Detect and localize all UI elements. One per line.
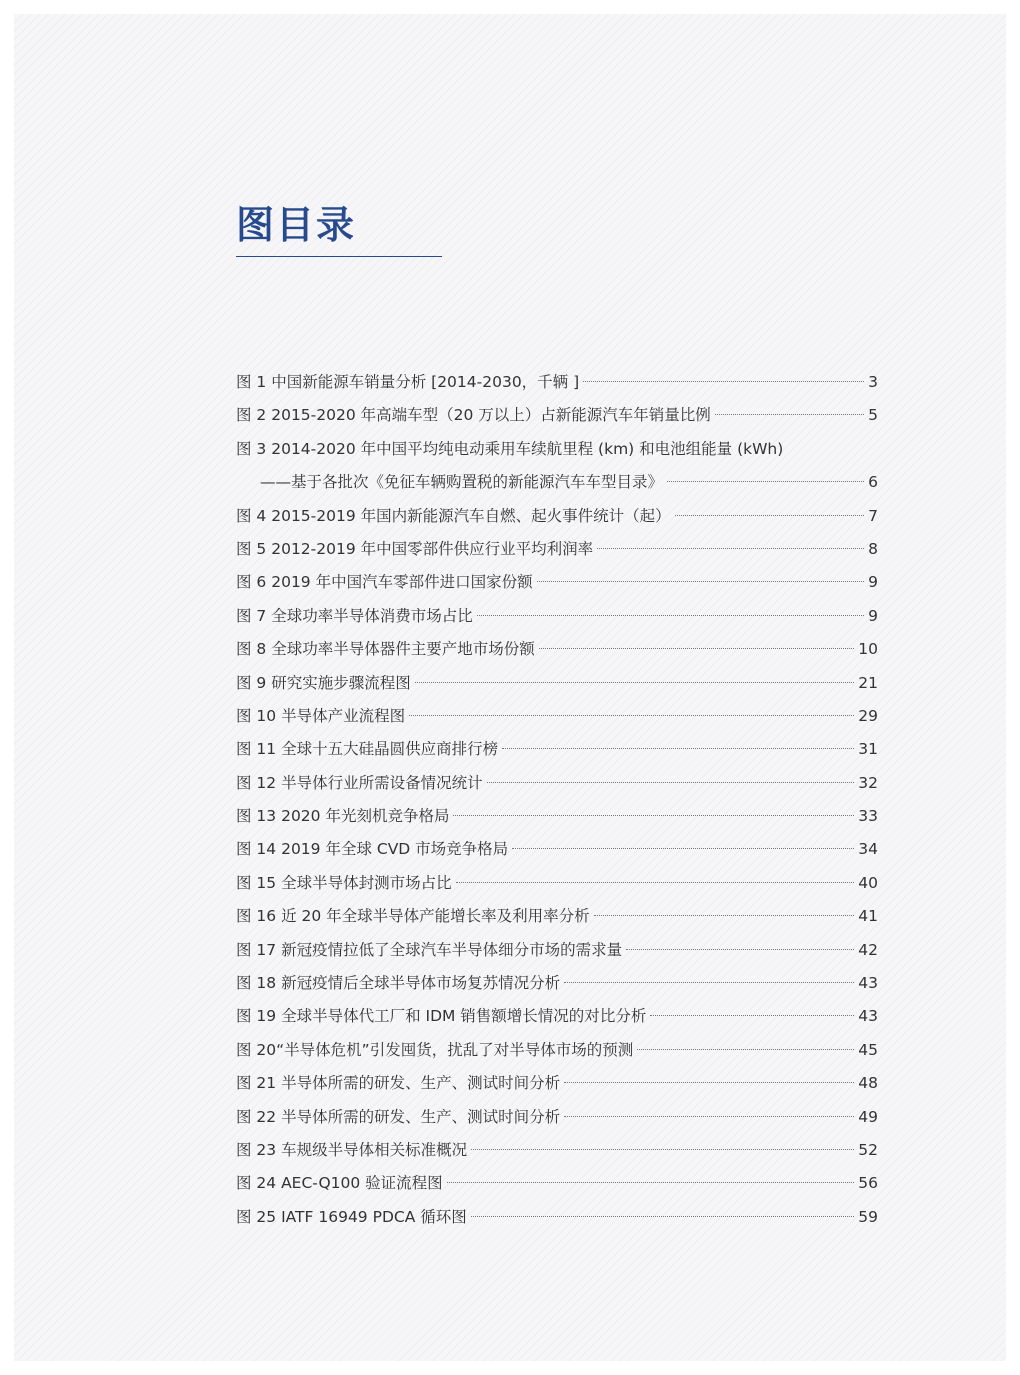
dot-leader: [564, 1082, 854, 1083]
toc-entry[interactable]: [236, 1134, 878, 1167]
toc-entry-label: 图 5 2012-2019 年中国零部件供应行业平均利润率: [236, 539, 594, 558]
toc-entry[interactable]: [236, 433, 878, 466]
toc-entry-page: 48: [858, 1074, 878, 1093]
toc-entry[interactable]: [236, 900, 878, 933]
dot-leader: [456, 882, 855, 883]
toc-entry-label: 图 19 全球半导体代工厂和 IDM 销售额增长情况的对比分析: [236, 1007, 647, 1026]
dot-leader: [477, 615, 864, 616]
toc-entry-label: 图 11 全球十五大硅晶圆供应商排行榜: [236, 740, 499, 759]
toc-entry-label: 图 2 2015-2020 年高端车型（20 万以上）占新能源汽车年销量比例: [236, 406, 711, 425]
toc-entry[interactable]: [236, 867, 878, 900]
toc-entry-label: 图 12 半导体行业所需设备情况统计: [236, 773, 483, 792]
toc-entry-label: 图 21 半导体所需的研发、生产、测试时间分析: [236, 1074, 561, 1093]
dot-leader: [594, 915, 855, 916]
toc-entry[interactable]: [236, 633, 878, 666]
toc-entry[interactable]: [236, 1201, 878, 1234]
toc-entry-label: 图 1 中国新能源车销量分析 [2014-2030，千辆 ]: [236, 373, 580, 391]
dot-leader: [471, 1216, 855, 1217]
toc-entry[interactable]: [236, 1000, 878, 1033]
toc-entry[interactable]: [236, 934, 878, 967]
toc-entry-label: 图 16 近 20 年全球半导体产能增长率及利用率分析: [236, 907, 590, 926]
dot-leader: [667, 481, 864, 482]
toc-entry-label: 图 14 2019 年全球 CVD 市场竞争格局: [236, 840, 509, 859]
toc-entry[interactable]: [236, 967, 878, 1000]
dot-leader: [564, 1116, 854, 1117]
toc-entry-label: 图 7 全球功率半导体消费市场占比: [236, 606, 473, 625]
toc-entry-page: 9: [868, 573, 878, 592]
toc-entry-page: 10: [858, 640, 878, 659]
title-underline: [236, 256, 442, 257]
toc-entry[interactable]: [236, 667, 878, 700]
toc-entry-page: 9: [868, 606, 878, 625]
toc-entry-label: 图 9 研究实施步骤流程图: [236, 673, 411, 692]
dot-leader: [597, 548, 864, 549]
toc-entry[interactable]: [236, 767, 878, 800]
toc-entry-label: 图 6 2019 年中国汽车零部件进口国家份额: [236, 573, 533, 592]
toc-entry-page: 41: [858, 907, 878, 926]
toc-entry-label: 图 23 车规级半导体相关标准概况: [236, 1140, 468, 1159]
figure-list: [236, 366, 878, 1234]
dot-leader: [447, 1182, 855, 1183]
toc-entry-page: 42: [858, 940, 878, 959]
toc-entry[interactable]: [236, 1067, 878, 1100]
toc-entry[interactable]: [236, 1167, 878, 1200]
toc-entry[interactable]: [236, 733, 878, 766]
dot-leader: [471, 1149, 854, 1150]
toc-entry[interactable]: [236, 1101, 878, 1134]
toc-entry-page: 33: [858, 807, 878, 826]
toc-entry-page: 32: [858, 773, 878, 792]
dot-leader: [539, 648, 855, 649]
toc-entry-page: 40: [858, 873, 878, 892]
toc-entry-page: 31: [858, 740, 878, 759]
toc-entry-page: 7: [868, 506, 878, 525]
dot-leader: [487, 782, 855, 783]
toc-entry[interactable]: [236, 1034, 878, 1067]
dot-leader: [583, 381, 864, 382]
toc-entry[interactable]: [236, 533, 878, 566]
toc-entry-page: 34: [858, 840, 878, 859]
page-title: 图目录: [236, 203, 357, 247]
dot-leader: [537, 581, 865, 582]
document-page: [14, 14, 1006, 1361]
dot-leader: [453, 815, 854, 816]
toc-entry-label: 图 4 2015-2019 年国内新能源汽车自燃、起火事件统计（起）: [236, 506, 671, 525]
dot-leader: [409, 715, 854, 716]
dot-leader: [502, 748, 854, 749]
toc-entry[interactable]: [236, 500, 878, 533]
toc-entry[interactable]: [236, 833, 878, 866]
toc-entry-page: 43: [858, 974, 878, 993]
toc-entry[interactable]: [236, 366, 878, 399]
toc-entry-page: 21: [858, 673, 878, 692]
toc-entry[interactable]: [236, 600, 878, 633]
toc-entry[interactable]: [236, 700, 878, 733]
toc-entry-label: 图 20“半导体危机”引发囤货，扰乱了对半导体市场的预测: [236, 1040, 634, 1059]
toc-entry-label: 图 22 半导体所需的研发、生产、测试时间分析: [236, 1107, 561, 1126]
dot-leader: [564, 982, 854, 983]
toc-entry-label: 图 24 AEC-Q100 验证流程图: [236, 1174, 443, 1193]
toc-entry-continuation[interactable]: [236, 466, 878, 499]
dot-leader: [626, 949, 854, 950]
toc-entry-label: 图 3 2014-2020 年中国平均纯电动乘用车续航里程 (km) 和电池组能量 (kWh): [236, 439, 784, 458]
toc-entry[interactable]: [236, 800, 878, 833]
toc-entry-page: 43: [858, 1007, 878, 1026]
toc-entry-page: 59: [858, 1207, 878, 1226]
dot-leader: [415, 682, 855, 683]
toc-entry[interactable]: [236, 399, 878, 432]
toc-entry-page: 56: [858, 1174, 878, 1193]
toc-entry-page: 52: [858, 1140, 878, 1159]
toc-entry-page: 29: [858, 706, 878, 725]
dot-leader: [715, 414, 864, 415]
dot-leader: [637, 1049, 854, 1050]
toc-entry-page: 6: [868, 473, 878, 492]
toc-entry-page: 5: [868, 406, 878, 425]
toc-entry-label: 图 25 IATF 16949 PDCA 循环图: [236, 1207, 467, 1226]
toc-entry-page: 49: [858, 1107, 878, 1126]
toc-entry-page: 8: [868, 539, 878, 558]
dot-leader: [650, 1015, 854, 1016]
toc-entry-label: 图 8 全球功率半导体器件主要产地市场份额: [236, 640, 535, 659]
toc-entry-label: 图 17 新冠疫情拉低了全球汽车半导体细分市场的需求量: [236, 940, 623, 959]
toc-entry-page: 3: [868, 373, 878, 391]
toc-entry-label: 图 13 2020 年光刻机竞争格局: [236, 807, 450, 826]
toc-entry-label: ——基于各批次《免征车辆购置税的新能源汽车车型目录》: [260, 473, 664, 492]
toc-entry-label: 图 10 半导体产业流程图: [236, 706, 406, 725]
toc-entry[interactable]: [236, 566, 878, 599]
toc-entry-label: 图 15 全球半导体封测市场占比: [236, 873, 452, 892]
dot-leader: [675, 515, 864, 516]
toc-entry-label: 图 18 新冠疫情后全球半导体市场复苏情况分析: [236, 974, 561, 993]
dot-leader: [512, 848, 854, 849]
toc-entry-page: 45: [858, 1040, 878, 1059]
